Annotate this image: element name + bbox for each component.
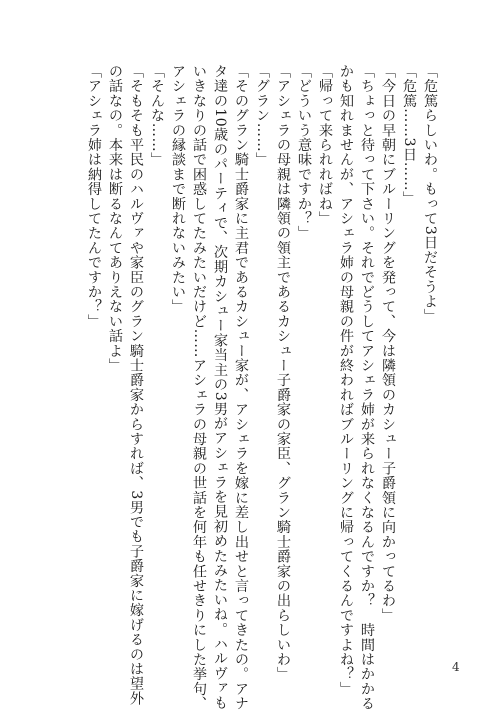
text-line: 「グラン……」: [254, 64, 270, 167]
text-line: 「危篤らしいわ。もって3日だそうよ」: [422, 64, 438, 324]
text-line: 「アシェラの母親は隣領の領主であるカシュー子爵家の家臣、グラン騎士爵家の出らしいわ」: [275, 64, 291, 682]
text-line: 「ちょっと待って下さい。それでどうしてアシェラ姉が来られなくなるんですか？ 時間はかかる: [359, 64, 375, 711]
text-line: いきなりの話で困惑してたみたいだけど……アシェラの母親の世話を何年も任せきりにした挙句、: [191, 64, 207, 711]
text-line: 「そんな……」: [149, 64, 165, 167]
text-line: タ達の10歳のパーティで、次期カシュー家当主の3男がアシェラを見初めたみたいね。ハルヴァも: [212, 64, 228, 710]
text-line: アシェラの縁談まで断れないみたい」: [170, 64, 186, 314]
vertical-text-block: [83, 64, 440, 711]
text-line: 「危篤……3日……」: [401, 64, 417, 206]
text-line: 「そのグラン騎士爵家に主君であるカシュー家が、アシェラを嫁に差し出せと言ってきたの。アナ: [233, 64, 249, 711]
text-line: 「どういう意味ですか？」: [296, 64, 312, 241]
text-line: の話なの。本来は断るなんてありえない話よ」: [107, 64, 123, 373]
text-line: 「今日の早朝にブルーリングを発って、今は隣領のカシュー子爵領に向かってるわ」: [380, 64, 396, 623]
text-line: 「そもそも平民のハルヴァや家臣のグラン騎士爵家からすれば、3男でも子爵家に嫁げるのは望外: [128, 64, 144, 706]
text-line: 「帰って来られればね」: [317, 64, 333, 226]
page-number: 4: [452, 660, 460, 674]
text-line: 「アシェラ姉は納得してたんですか？」: [86, 64, 102, 329]
text-line: かも知れませんが、アシェラ姉の母親の件が終わればブルーリングに帰ってくるんですよね？」: [338, 64, 354, 697]
